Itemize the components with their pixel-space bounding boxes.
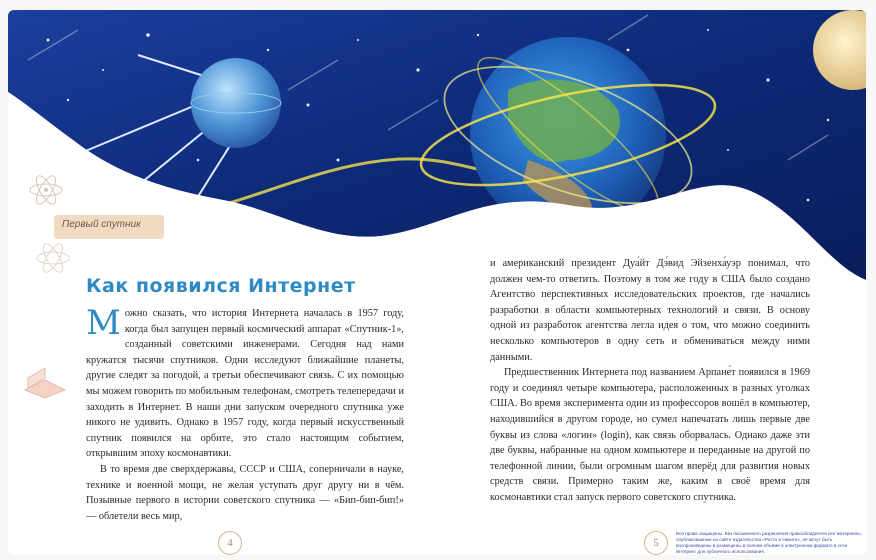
chapter-title: Как появился Интернет bbox=[86, 275, 356, 297]
paragraph-text: ожно сказать, что история Интернета началась в 1957 году, когда был запущен первый космический аппарат «Спутник-1», созданный советскими инженерами. Сегодня над нами кружатся тысячи спутников. Одни исследуют ближайшие планеты, другие следят за погодой, а третьи обеспечивают связь. С их помощью мы можем говорить по мобильным телефонам, смотреть телепередачи и заходить в Интернет. В наши дни запуском очередного спутника уже никого не удивить. Однако в 1957 году, когда первый искусственный спутник появился на орбите, это стало настоящим событием, открывшим эпоху космонавтики. bbox=[86, 308, 404, 460]
copyright-notice: Все права защищены. Без письменного разрешения правообладателя все материалы, опубликованные на сайте издательства «Росто и Никита», не могут быть воспроизведены и размещены в полном объёме в электронном формате в сети Интернет для публичного использования. bbox=[676, 531, 862, 554]
right-column bbox=[490, 256, 810, 506]
atom-icon bbox=[26, 170, 66, 210]
dropcap: М bbox=[86, 303, 121, 343]
page-number-left: 4 bbox=[218, 531, 242, 555]
book-icon bbox=[20, 360, 70, 400]
paragraph: В то время две сверхдержавы, СССР и США, соперничали в науке, технике и военной мощи, не желая уступать друг другу ни в чём. Позывные первого в истории советского спутника — «Бип-бип-бип!» — облетели весь мир, bbox=[86, 463, 404, 522]
paragraph bbox=[86, 303, 404, 462]
space-illustration bbox=[8, 10, 866, 285]
paragraph: и американский президент Дуа́йт Дэ́вид Эйзенха́уэр понимал, что должен чем-то ответить. Поэтому в том же году в США было создано Агентство перспективных исследовательских проектов, где начались разработки в области компьютерных технологий и связи. В основу одной из разработок агентства легла идея о том, что можно соединить несколько компьютеров в одну сеть и обмениваться между ними данными. bbox=[490, 258, 810, 363]
atom-icon bbox=[33, 238, 73, 278]
illustration-caption bbox=[54, 215, 164, 239]
page-sheet bbox=[8, 10, 866, 555]
page-number-right: 5 bbox=[644, 531, 668, 555]
paragraph: Предшественник Интернета под названием Арпане́т появился в 1969 году и соединял четыре компьютера, расположенных в разных уголках США. Во время эксперимента один из профессоров вошёл в компьютер, находившийся в другом городе, но сумел напечатать лишь первые две буквы из слова «логин» (login), как связь оборвалась. Однако даже эти две буквы, набранные на одном компьютере и переданные на другой по телефонной линии, были огромным шагом вперёд для развития новых средств связи. Примерно таким же, каким в своё время для космонавтики стал запуск первого советского спутника. bbox=[490, 367, 810, 503]
caption-text: Первый спутник bbox=[62, 219, 141, 230]
left-column bbox=[86, 303, 404, 524]
